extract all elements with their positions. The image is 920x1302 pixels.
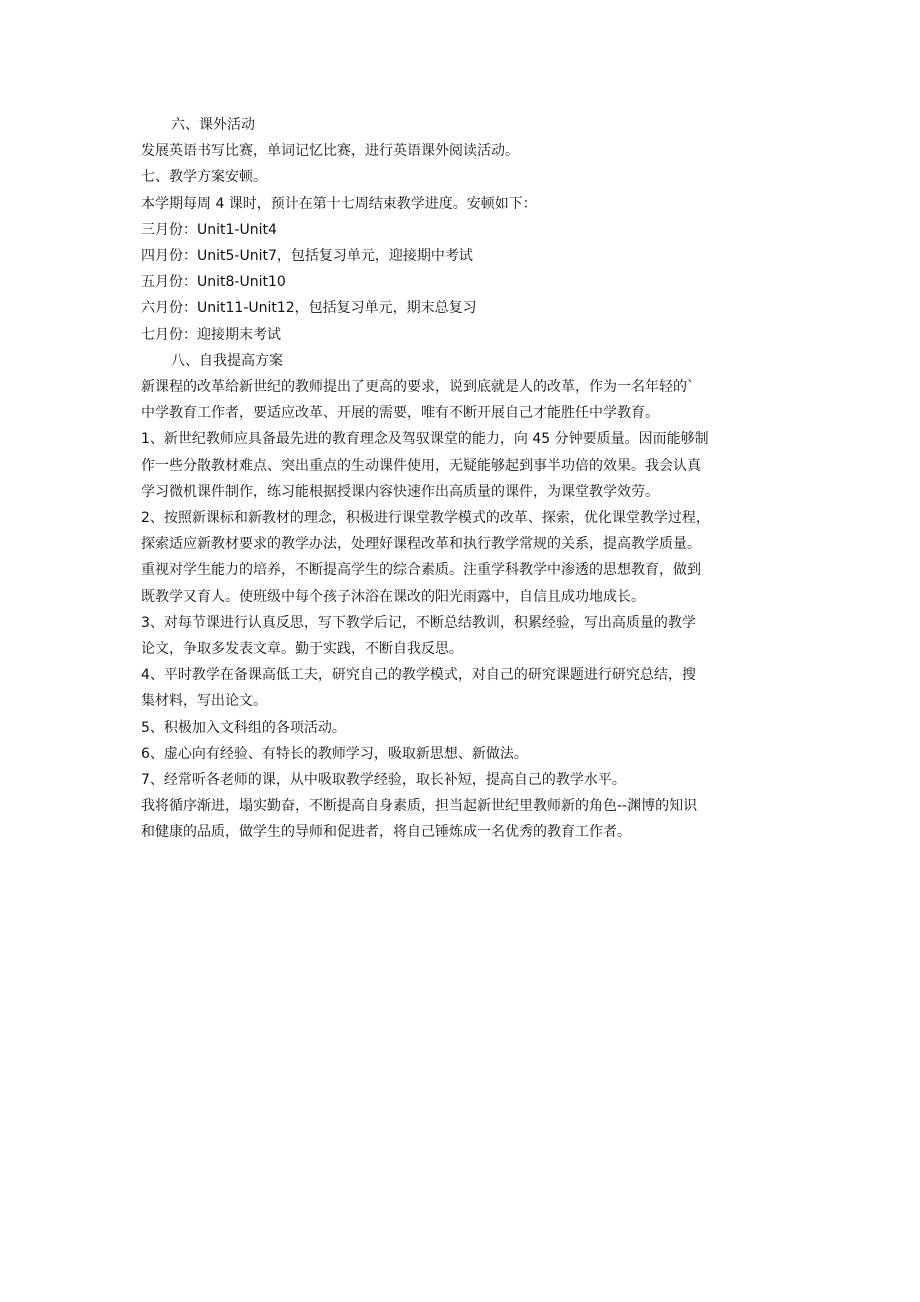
text-line: 7、经常听各老师的课，从中吸取教学经验，取长补短，提高自己的教学水平。 [141,772,626,789]
text-line: 作一些分散教材难点、突出重点的生动课件使用，无疑能够起到事半功倍的效果。我会认真 [141,457,701,474]
text-line: 集材料，写出论文。 [141,693,267,710]
text-line: 五月份：Unit8-Unit10 [141,274,286,291]
text-line: 6、虚心向有经验、有特长的教师学习，吸取新思想、新做法。 [141,745,528,762]
text-line: 本学期每周 4 课时，预计在第十七周结束教学进度。安顿如下： [141,195,537,212]
text-line: 四月份：Unit5-Unit7，包括复习单元，迎接期中考试 [141,248,473,265]
text-line: 学习微机课件制作，练习能根据授课内容快速作出高质量的课件，为课堂教学效劳。 [141,483,659,500]
text-line: 发展英语书写比赛，单词记忆比赛，进行英语课外阅读活动。 [141,143,519,160]
text-line: 2、按照新课标和新教材的理念，积极进行课堂教学模式的改革、探索，优化课堂教学过程， [141,510,710,527]
section-heading: 八、自我提高方案 [171,352,283,369]
text-line: 重视对学生能力的培养，不断提高学生的综合素质。注重学科教学中渗透的思想教育，做到 [141,562,701,579]
text-line: 3、对每节课进行认真反思，写下教学后记，不断总结教训，积累经验，写出高质量的教学 [141,614,696,631]
text-line: 论文，争取多发表文章。勤于实践，不断自我反思。 [141,641,463,658]
text-line: 新课程的改革给新世纪的教师提出了更高的要求，说到底就是人的改革，作为一名年轻的` [141,379,694,396]
text-line: 七月份：迎接期末考试 [141,326,281,343]
text-line: 六月份：Unit11-Unit12，包括复习单元，期末总复习 [141,300,477,317]
text-line: 三月份：Unit1-Unit4 [141,221,277,238]
section-heading: 六、课外活动 [171,117,255,133]
text-line: 和健康的品质，做学生的导师和促进者，将自己锤炼成一名优秀的教育工作者。 [141,824,631,841]
text-line: 既教学又育人。使班级中每个孩子沐浴在课改的阳光雨露中，自信且成功地成长。 [141,588,645,605]
text-line: 我将循序渐进，塌实勤奋，不断提高自身素质，担当起新世纪里教师新的角色--渊博的知识 [141,798,698,815]
text-line: 5、积极加入文科组的各项活动。 [141,719,346,736]
document-body [141,112,801,846]
text-line: 4、平时教学在备课高低工夫，研究自己的教学模式，对自己的研究课题进行研究总结，搜 [141,667,696,684]
text-line: 探索适应新教材要求的教学办法，处理好课程改革和执行教学常规的关系，提高教学质量。 [141,536,701,553]
text-line: 中学教育工作者，要适应改革、开展的需要，唯有不断开展自己才能胜任中学教育。 [141,405,659,422]
text-line: 1、新世纪教师应具备最先进的教育理念及驾驭课堂的能力，向 45 分钟要质量。因而能够制 [141,431,709,448]
text-line: 七、教学方案安顿。 [141,169,267,186]
